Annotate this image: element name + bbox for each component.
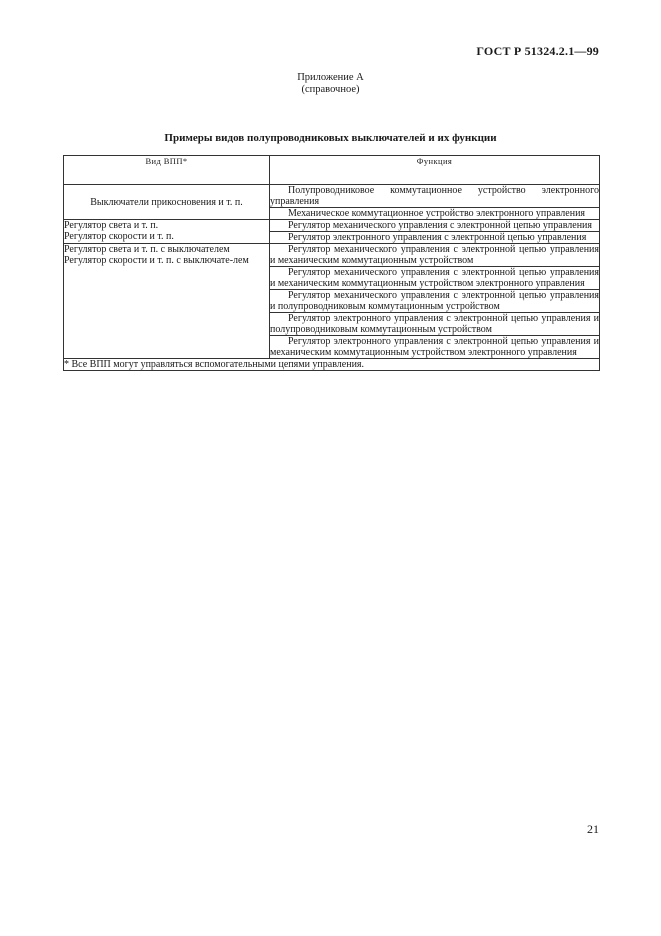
kind-cell [64, 244, 270, 359]
kind-text: Регулятор скорости и т. п. с выключате-лем [64, 255, 249, 266]
appendix-heading [0, 72, 661, 96]
page-number: 21 [587, 822, 599, 836]
standard-code: ГОСТ Р 51324.2.1—99 [476, 44, 599, 58]
function-cell: Полупроводниковое коммутационное устройство электронного управления [270, 185, 599, 207]
column-header-kind: Вид ВПП* [64, 156, 270, 185]
table-header-row [64, 156, 600, 185]
appendix-title: Приложение А [297, 72, 364, 83]
kind-cell [64, 185, 270, 220]
column-header-function: Функция [270, 156, 600, 185]
function-cell: Регулятор механического управления с электронной цепью управления и полупроводниковым коммутационным устройством [270, 290, 599, 312]
appendix-status: (справочное) [301, 84, 360, 95]
kind-text: Регулятор света и т. п. [64, 220, 159, 231]
function-cell: Регулятор электронного управления с электронной цепью управления и полупроводниковым коммутационным устройством [270, 313, 599, 335]
table-footnote: * Все ВПП могут управляться вспомогательными цепями управления. [64, 359, 600, 371]
function-cell: Регулятор механического управления с электронной цепью управления [270, 220, 600, 232]
table-row [64, 220, 600, 232]
function-cell: Механическое коммутационное устройство электронного управления [270, 208, 600, 220]
function-cell: Регулятор механического управления с электронной цепью управления и механическим коммутационным устройством электронного управления [270, 267, 599, 289]
footnote-row [64, 359, 600, 371]
function-cell: Регулятор механического управления с электронной цепью управления и механическим коммутационным устройством [270, 244, 599, 266]
kind-text: Регулятор скорости и т. п. [64, 231, 174, 242]
switch-types-table [63, 155, 600, 371]
table-row [64, 185, 600, 208]
kind-cell [64, 220, 270, 244]
table-title: Примеры видов полупроводниковых выключателей и их функции [164, 132, 497, 144]
kind-text: Регулятор света и т. п. с выключателем [64, 244, 230, 255]
function-cell: Регулятор электронного управления с электронной цепью управления [270, 232, 600, 244]
function-cell: Регулятор электронного управления с электронной цепью управления и механическим коммутационным устройством электронного управления [270, 336, 599, 358]
kind-text: Выключатели прикосновения и т. п. [90, 196, 243, 208]
table-row [64, 244, 600, 267]
